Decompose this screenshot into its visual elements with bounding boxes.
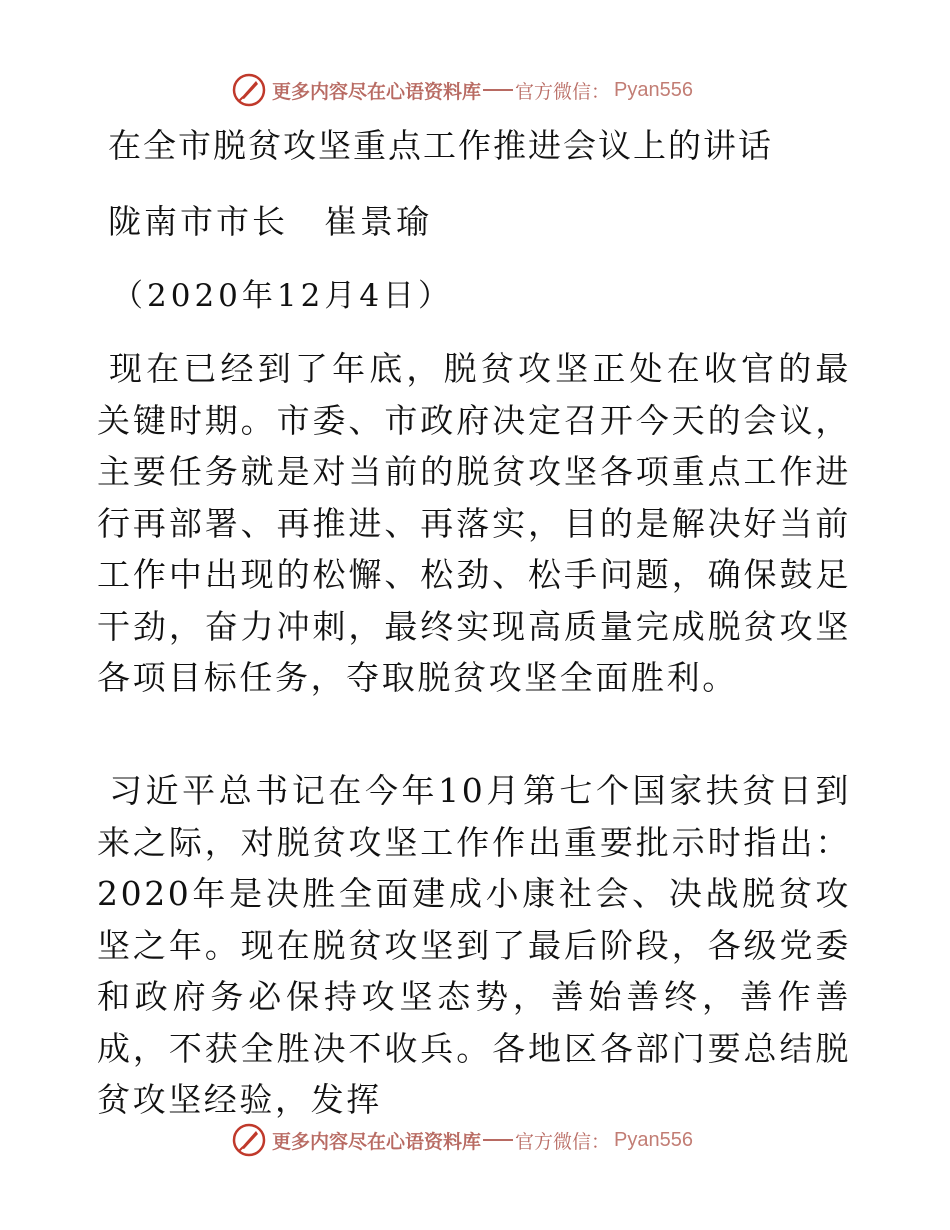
watermark-label: 官方微信： — [515, 1130, 611, 1153]
watermark-brand: 更多内容尽在心语资料库 — [272, 80, 482, 103]
watermark-divider — [483, 1139, 513, 1141]
body-paragraph-2: 习近平总书记在今年10月第七个国家扶贫日到来之际，对脱贫攻坚工作作出重要批示时指出：2020年是决胜全面建成小康社会、决战脱贫攻坚之年。现在脱贫攻坚到了最后阶段，各级党委和政府务必保持攻坚态势，善始善终，善作善成，不获全胜决不收兵。各地区各部门要总结脱贫攻坚经验，发挥 — [97, 771, 851, 1119]
author-role: 陇南市市长 — [108, 202, 288, 241]
quill-logo-icon — [232, 1123, 266, 1157]
speech-date: （2020年12月4日） — [112, 278, 454, 314]
watermark-divider — [483, 89, 513, 91]
body-paragraph-1: 现在已经到了年底，脱贫攻坚正处在收官的最关键时期。市委、市政府决定召开今天的会议，主要任务就是对当前的脱贫攻坚各项重点工作进行再部署、再推进、再落实，目的是解决好当前工作中出现的松懈、松劲、松手问题，确保鼓足干劲，奋力冲刺，最终实现高质量完成脱贫攻坚各项目标任务，夺取脱贫攻坚全面胜利。 — [97, 349, 851, 697]
watermark-wechat-id: Pyan556 — [614, 78, 693, 101]
author-name: 崔景瑜 — [324, 202, 432, 241]
watermark-banner-top — [232, 72, 693, 108]
watermark-banner-bottom — [232, 1122, 693, 1158]
speech-title: 在全市脱贫攻坚重点工作推进会议上的讲话 — [108, 126, 773, 165]
author-line — [108, 200, 432, 244]
watermark-wechat-id: Pyan556 — [614, 1128, 693, 1151]
watermark-brand: 更多内容尽在心语资料库 — [272, 1130, 482, 1153]
quill-logo-icon — [232, 73, 266, 107]
watermark-label: 官方微信： — [515, 80, 611, 103]
